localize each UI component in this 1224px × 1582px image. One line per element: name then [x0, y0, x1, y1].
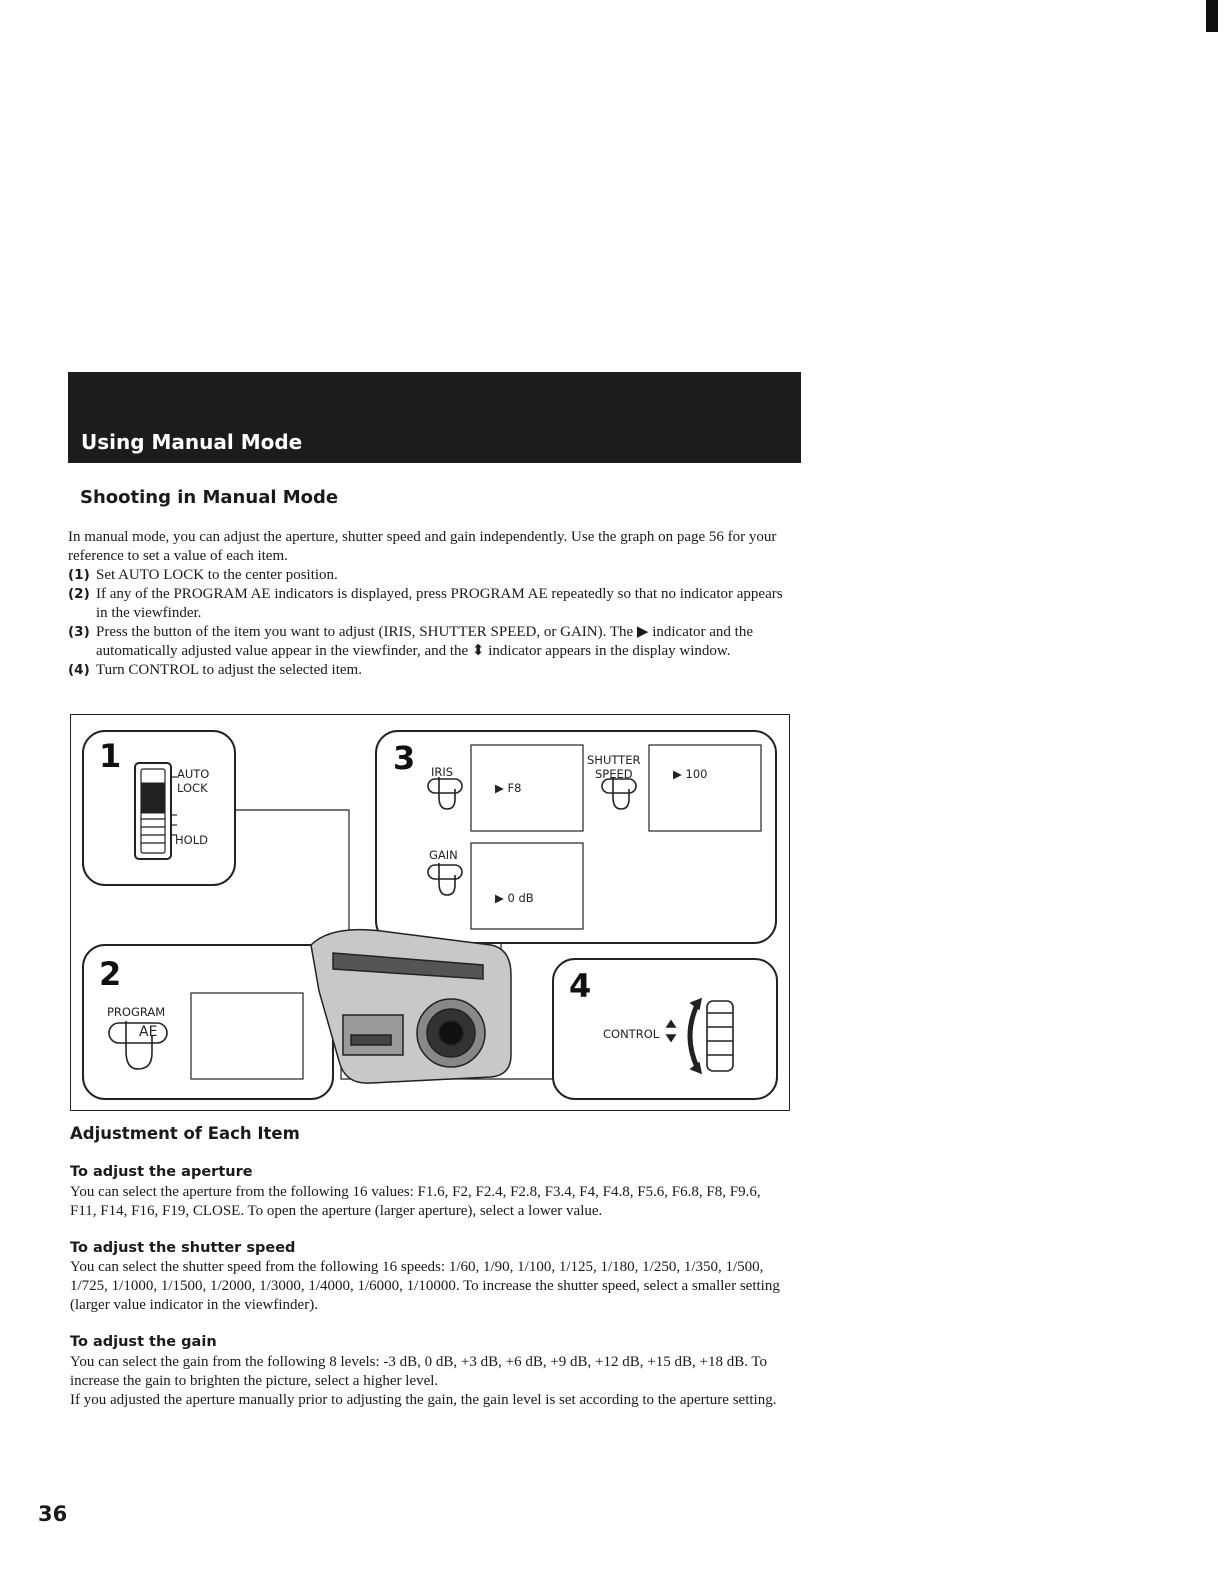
aperture-title: To adjust the aperture [70, 1164, 253, 1180]
edge-mark [1206, 0, 1218, 32]
step-text: Turn CONTROL to adjust the selected item. [96, 662, 362, 678]
step-number: (3) [68, 624, 90, 640]
gain-label: GAIN [429, 848, 458, 862]
intro-text: In manual mode, you can adjust the aperture, shutter speed and gain independently. Use the graph on page 56 for your reference to set a value of each item. [68, 529, 777, 564]
step-number: (4) [68, 662, 90, 678]
step-text: Press the button of the item you want to adjust (IRIS, SHUTTER SPEED, or GAIN). The ▶ indicator and the automatically adjusted value appear in the viewfinder, and the ⬍ indicator appears in the display window. [96, 624, 754, 659]
step-item [68, 661, 788, 680]
intro-block [68, 528, 788, 680]
control-label: CONTROL [603, 1027, 660, 1041]
hold-label: HOLD [175, 833, 208, 847]
panel-3-number: 3 [393, 739, 416, 777]
page-number: 36 [38, 1502, 68, 1526]
shutter-text: You can select the shutter speed from the following 16 speeds: 1/60, 1/90, 1/100, 1/125, 1/180, 1/250, 1/350, 1/500, 1/725, 1/1000, 1/1500, 1/2000, 1/3000, 1/4000, 1/6000, 1/10000. To increase the shutter speed, select a smaller setting (larger value indicator in the viewfinder). [70, 1259, 780, 1313]
gain-text: You can select the gain from the following 8 levels: -3 dB, 0 dB, +3 dB, +6 dB, +9 dB, +12 dB, +15 dB, +18 dB. To increase the gain to brighten the picture, select a higher level. [70, 1354, 768, 1389]
shutter-value: ▶ 100 [673, 767, 708, 781]
lock-label: LOCK [177, 781, 208, 795]
step-number: (1) [68, 567, 90, 583]
steps-list [68, 566, 788, 680]
gain-title: To adjust the gain [70, 1334, 217, 1350]
step-item [68, 585, 788, 623]
header-bar [68, 372, 801, 463]
control-dial [667, 999, 733, 1073]
step-text: Set AUTO LOCK to the center position. [96, 567, 338, 583]
shutter-label: SHUTTER [587, 753, 641, 767]
step-item [68, 566, 788, 585]
auto-label: AUTO [177, 767, 210, 781]
gain-note: If you adjusted the aperture manually prior to adjusting the gain, the gain level is set according to the aperture setting. [70, 1392, 777, 1408]
step-item [68, 623, 788, 661]
section-title: Shooting in Manual Mode [80, 487, 339, 508]
iris-value: ▶ F8 [495, 781, 522, 795]
panel-1-number: 1 [99, 737, 122, 775]
adjustment-title: Adjustment of Each Item [70, 1124, 300, 1143]
step-text: If any of the PROGRAM AE indicators is displayed, press PROGRAM AE repeatedly so that no indicator appears in the viewfinder. [96, 586, 783, 621]
auto-lock-switch [135, 763, 177, 859]
camcorder-body [311, 930, 511, 1084]
camcorder-figure [70, 714, 790, 1111]
gain-value: ▶ 0 dB [495, 891, 534, 905]
speed-label: SPEED [595, 767, 633, 781]
shutter-title: To adjust the shutter speed [70, 1240, 296, 1256]
panel-4-number: 4 [569, 967, 592, 1005]
iris-label: IRIS [431, 765, 454, 779]
header-title: Using Manual Mode [81, 430, 303, 454]
aperture-text: You can select the aperture from the following 16 values: F1.6, F2, F2.4, F2.8, F3.4, F4, F4.8, F5.6, F6.8, F8, F9.6, F11, F14, F16, F19, CLOSE. To open the aperture (larger aperture), select a lower value. [70, 1184, 761, 1219]
ae-button-label: AE [139, 1024, 158, 1040]
panel-2-number: 2 [99, 955, 122, 993]
program-label: PROGRAM [107, 1005, 166, 1019]
step-number: (2) [68, 586, 90, 602]
